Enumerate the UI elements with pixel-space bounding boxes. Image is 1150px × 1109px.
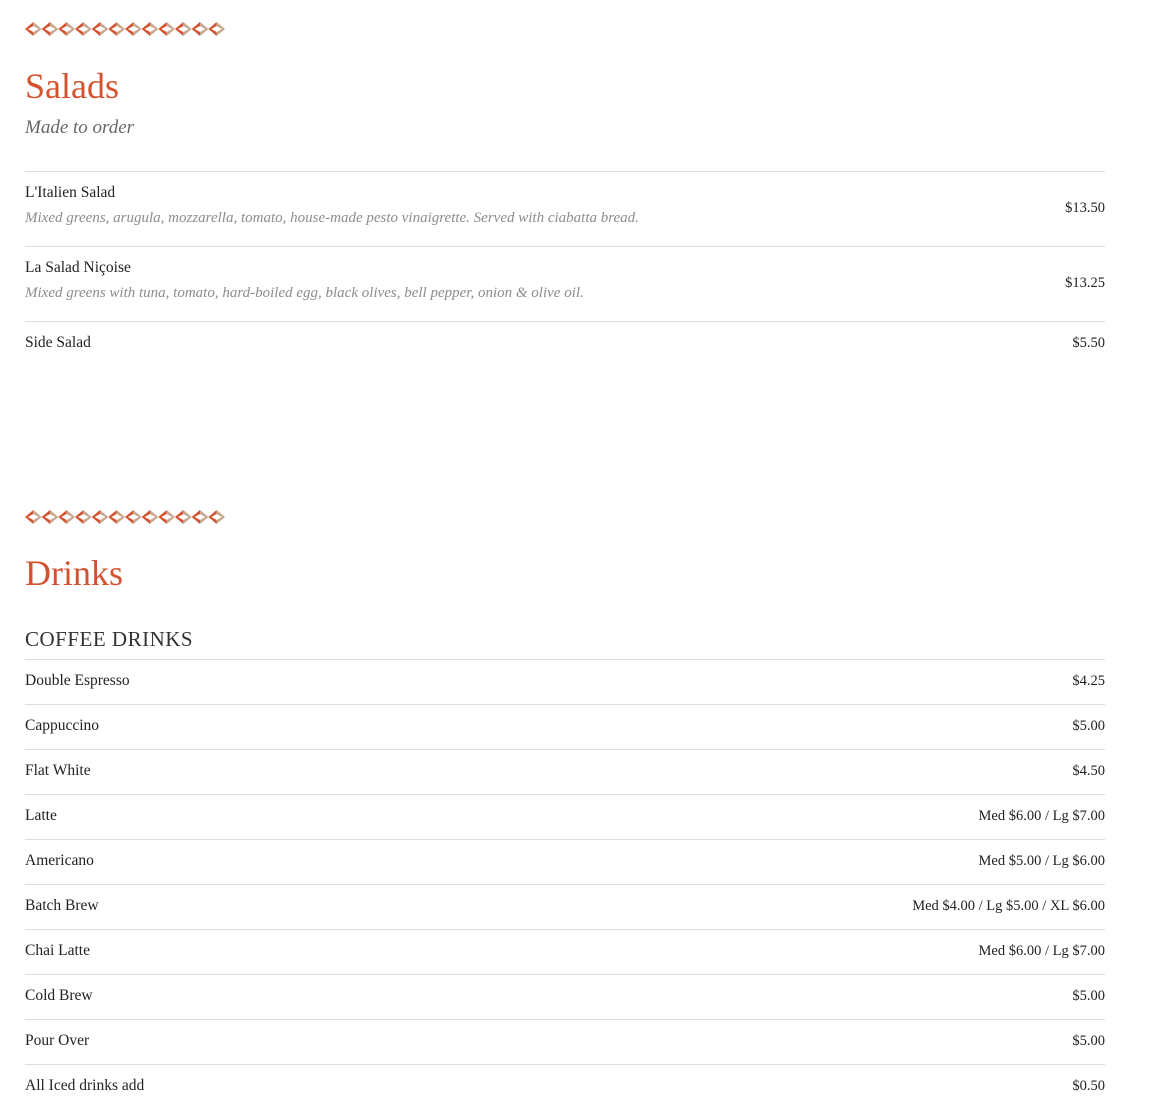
ornament-segment (192, 22, 200, 36)
ornament-segment (108, 510, 116, 524)
item-price: $4.50 (1072, 763, 1105, 779)
item-name: Latte (25, 807, 57, 824)
ornament-segment (50, 22, 58, 36)
ornament-segment (142, 510, 150, 524)
item-name: Americano (25, 852, 94, 869)
menu-item (25, 1065, 1105, 1109)
ornament-segment (208, 22, 216, 36)
drinks-list (25, 659, 1105, 1109)
ornament-segment (58, 510, 66, 524)
salads-section (25, 21, 1105, 351)
menu-item (25, 322, 1105, 366)
ornament-segment (42, 510, 50, 524)
ornament-segment (92, 22, 100, 36)
ornament-segment (75, 510, 83, 524)
menu-item (25, 1020, 1105, 1065)
ornament-segment (183, 22, 191, 36)
ornament-segment (108, 22, 116, 36)
ornament-pattern (25, 510, 225, 524)
ornament-segment (192, 510, 200, 524)
item-name: Chai Latte (25, 942, 90, 959)
item-description: Mixed greens with tuna, tomato, hard-boiled egg, black olives, bell pepper, onion & olive oil. (25, 285, 584, 301)
ornament-segment (33, 22, 41, 36)
item-name: La Salad Niçoise (25, 259, 131, 276)
salads-list (25, 171, 1105, 366)
salads-title: Salads (25, 66, 119, 106)
ornament-segment (92, 510, 100, 524)
ornament-segment (217, 22, 225, 36)
ornament-segment (158, 22, 166, 36)
drinks-title: Drinks (25, 553, 123, 593)
item-price: $13.25 (1065, 275, 1105, 291)
item-name: Cappuccino (25, 717, 100, 734)
menu-item (25, 840, 1105, 885)
menu-item (25, 795, 1105, 840)
menu-item (25, 172, 1105, 247)
item-price: Med $4.00 / Lg $5.00 / XL $6.00 (912, 898, 1105, 914)
salads-subtitle: Made to order (25, 117, 135, 138)
decorative-ornament-icon (25, 509, 225, 525)
ornament-segment (208, 510, 216, 524)
ornament-segment (200, 510, 208, 524)
ornament-segment (150, 510, 158, 524)
ornament-segment (167, 22, 175, 36)
item-name: Side Salad (25, 334, 91, 351)
ornament-segment (58, 22, 66, 36)
item-name: Flat White (25, 762, 91, 779)
item-name: Cold Brew (25, 987, 93, 1004)
ornament-pattern (25, 22, 225, 36)
ornament-segment (117, 22, 125, 36)
drinks-section (25, 509, 1105, 1094)
ornament-segment (33, 510, 41, 524)
decorative-ornament-icon (25, 21, 225, 37)
ornament-segment (175, 510, 183, 524)
item-name: All Iced drinks add (25, 1077, 145, 1094)
item-price: Med $6.00 / Lg $7.00 (978, 808, 1105, 824)
ornament-segment (42, 22, 50, 36)
menu-item (25, 975, 1105, 1020)
ornament-segment (25, 22, 33, 36)
ornament-segment (83, 22, 91, 36)
coffee-drinks-heading: COFFEE DRINKS (25, 627, 194, 651)
item-price: $5.00 (1072, 1033, 1105, 1049)
ornament-segment (75, 22, 83, 36)
ornament-segment (117, 510, 125, 524)
ornament-segment (50, 510, 58, 524)
menu-item (25, 930, 1105, 975)
ornament-segment (167, 510, 175, 524)
ornament-segment (175, 22, 183, 36)
menu-item (25, 885, 1105, 930)
item-price: $5.00 (1072, 718, 1105, 734)
item-price: $0.50 (1072, 1078, 1105, 1094)
ornament-segment (133, 22, 141, 36)
ornament-segment (125, 510, 133, 524)
item-name: Double Espresso (25, 672, 130, 689)
menu-item (25, 750, 1105, 795)
ornament-segment (200, 22, 208, 36)
ornament-segment (83, 510, 91, 524)
item-price: $5.50 (1072, 335, 1105, 351)
menu-item (25, 705, 1105, 750)
ornament-segment (158, 510, 166, 524)
item-price: $5.00 (1072, 988, 1105, 1004)
ornament-segment (133, 510, 141, 524)
item-description: Mixed greens, arugula, mozzarella, tomato, house-made pesto vinaigrette. Served with ciabatta bread. (25, 210, 639, 226)
item-price: $13.50 (1065, 200, 1105, 216)
ornament-segment (150, 22, 158, 36)
item-name: L'Italien Salad (25, 184, 116, 201)
menu-item (25, 660, 1105, 705)
item-price: Med $6.00 / Lg $7.00 (978, 943, 1105, 959)
ornament-segment (100, 510, 108, 524)
ornament-segment (217, 510, 225, 524)
ornament-segment (25, 510, 33, 524)
ornament-segment (183, 510, 191, 524)
item-price: Med $5.00 / Lg $6.00 (978, 853, 1105, 869)
item-price: $4.25 (1072, 673, 1105, 689)
ornament-segment (67, 22, 75, 36)
menu-item (25, 247, 1105, 322)
item-name: Batch Brew (25, 897, 99, 914)
ornament-segment (100, 22, 108, 36)
item-name: Pour Over (25, 1032, 90, 1049)
ornament-segment (142, 22, 150, 36)
ornament-segment (125, 22, 133, 36)
ornament-segment (67, 510, 75, 524)
